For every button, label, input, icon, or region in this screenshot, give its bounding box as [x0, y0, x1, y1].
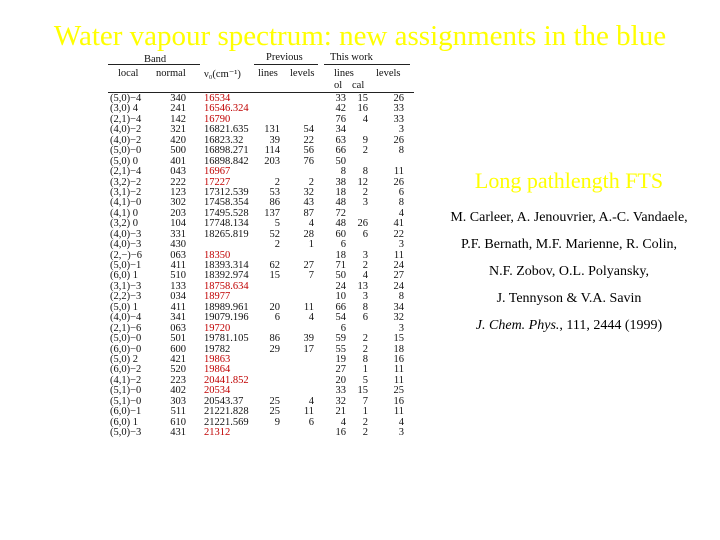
band-origin-cell: 18758.634 — [204, 280, 249, 292]
previous-lines-cell: 29 — [269, 343, 280, 355]
calculated-lines-cell: 2 — [362, 343, 368, 355]
calculated-lines-cell: 15 — [357, 93, 368, 104]
table-row — [108, 303, 414, 313]
band-origin-cell: 19781.105 — [204, 333, 249, 345]
previous-levels-cell: 87 — [303, 207, 314, 219]
table-row — [108, 397, 414, 407]
band-cell: (4,0)−2 — [110, 134, 142, 146]
previous-levels-cell: 43 — [303, 197, 314, 209]
calculated-lines-cell: 3 — [362, 197, 368, 209]
observed-lines-cell: 19 — [335, 353, 346, 365]
normal-mode-cell: 123 — [170, 186, 186, 198]
this-work-levels-cell: 11 — [393, 166, 404, 178]
band-cell: (2,2)−3 — [110, 291, 142, 303]
calculated-lines-cell: 2 — [362, 145, 368, 157]
table-row — [108, 209, 414, 219]
previous-lines-cell: 25 — [269, 395, 280, 407]
previous-levels-cell: 56 — [303, 145, 314, 157]
previous-levels-cell: 1 — [308, 239, 314, 251]
band-origin-cell: 18977 — [204, 291, 231, 303]
table-row — [108, 313, 414, 323]
citation-details: , 111, 2444 (1999) — [559, 318, 663, 333]
previous-lines-cell: 39 — [269, 134, 280, 146]
observed-lines-cell: 38 — [335, 176, 346, 188]
previous-lines-cell: 2 — [274, 176, 280, 188]
band-origin-cell: 17495.528 — [204, 207, 249, 219]
calculated-lines-cell: 2 — [362, 260, 368, 271]
table-row — [108, 167, 414, 177]
calculated-lines-cell: 13 — [357, 280, 368, 292]
this-work-levels-cell: 3 — [398, 124, 404, 136]
this-work-levels-cell: 16 — [393, 353, 404, 365]
header-cal: cal — [352, 80, 365, 91]
band-origin-cell: 16898.842 — [204, 155, 249, 167]
band-cell: (5,0) 1 — [110, 301, 138, 313]
header-previous: Previous — [266, 52, 303, 63]
table-row — [108, 219, 414, 229]
previous-levels-cell: 76 — [303, 155, 314, 167]
observed-lines-cell: 34 — [335, 124, 346, 136]
band-cell: (2,1)−4 — [110, 113, 142, 125]
table-row — [108, 428, 414, 438]
normal-mode-cell: 222 — [170, 176, 186, 188]
normal-mode-cell: 241 — [170, 103, 186, 115]
table-body — [108, 94, 414, 438]
previous-lines-cell: 2 — [274, 239, 280, 251]
authors-line-2: P.F. Bernath, M.F. Marienne, R. Colin, — [461, 237, 677, 252]
previous-lines-cell: 25 — [269, 406, 280, 418]
observed-lines-cell: 50 — [335, 270, 346, 282]
band-cell: (3,2)−2 — [110, 176, 142, 188]
this-work-levels-cell: 27 — [393, 270, 404, 282]
normal-mode-cell: 411 — [170, 301, 186, 313]
calculated-lines-cell: 8 — [362, 353, 368, 365]
table-row — [108, 94, 414, 104]
previous-levels-cell: 7 — [308, 270, 314, 282]
previous-lines-cell: 131 — [264, 124, 280, 136]
observed-lines-cell: 55 — [335, 343, 346, 355]
band-cell: (6,0)−0 — [110, 343, 142, 355]
this-work-levels-cell: 32 — [393, 312, 404, 324]
header-tw-lines: lines — [334, 68, 354, 79]
this-work-levels-cell: 26 — [393, 93, 404, 104]
calculated-lines-cell: 4 — [362, 270, 368, 282]
table-row — [108, 157, 414, 167]
this-work-levels-cell: 41 — [393, 218, 404, 230]
normal-mode-cell: 501 — [170, 333, 186, 345]
table-row — [108, 178, 414, 188]
band-cell: (5,0)−4 — [110, 93, 142, 104]
observed-lines-cell: 63 — [335, 134, 346, 146]
observed-lines-cell: 32 — [335, 395, 346, 407]
calculated-lines-cell: 2 — [362, 333, 368, 345]
previous-lines-cell: 9 — [274, 416, 280, 428]
band-origin-cell: 16546.324 — [204, 103, 249, 115]
calculated-lines-cell: 6 — [362, 312, 368, 324]
observed-lines-cell: 24 — [335, 280, 346, 292]
table-row — [108, 146, 414, 156]
authors-line-4: J. Tennyson & V.A. Savin — [496, 291, 642, 306]
authors-line-1: M. Carleer, A. Jenouvrier, A.-C. Vandaele, — [450, 210, 688, 225]
slide-title: Water vapour spectrum: new assignments in the blue — [53, 20, 667, 52]
this-work-levels-cell: 11 — [393, 406, 404, 418]
band-cell: (5,1)−0 — [110, 395, 142, 407]
band-origin-cell: 18350 — [204, 249, 231, 261]
normal-mode-cell: 431 — [170, 427, 186, 438]
band-origin-cell: 16898.271 — [204, 145, 249, 157]
table-row — [108, 240, 414, 250]
previous-lines-cell: 86 — [269, 197, 280, 209]
this-work-levels-cell: 11 — [393, 374, 404, 386]
previous-lines-cell: 5 — [274, 218, 280, 230]
observed-lines-cell: 48 — [335, 197, 346, 209]
band-cell: (4,1)−0 — [110, 197, 142, 209]
observed-lines-cell: 10 — [335, 291, 346, 303]
normal-mode-cell: 223 — [170, 374, 186, 386]
table-row — [108, 386, 414, 396]
band-origin-cell: 16823.32 — [204, 134, 244, 146]
table-row — [108, 188, 414, 198]
table-row — [108, 198, 414, 208]
previous-underline — [254, 64, 318, 65]
calculated-lines-cell: 8 — [362, 301, 368, 313]
this-work-levels-cell: 8 — [398, 145, 404, 157]
table-row — [108, 104, 414, 114]
normal-mode-cell: 043 — [170, 166, 186, 178]
observed-lines-cell: 16 — [335, 427, 346, 438]
band-cell: (5,1)−0 — [110, 385, 142, 397]
normal-mode-cell: 034 — [170, 291, 186, 303]
table-row — [108, 125, 414, 135]
band-cell: (6,0) 1 — [110, 270, 138, 282]
table-row — [108, 136, 414, 146]
observed-lines-cell: 33 — [335, 385, 346, 397]
observed-lines-cell: 4 — [340, 416, 346, 428]
this-work-levels-cell: 18 — [393, 343, 404, 355]
header-band: Band — [144, 54, 167, 65]
table-row — [108, 365, 414, 375]
calculated-lines-cell: 3 — [362, 291, 368, 303]
table-header — [108, 52, 414, 94]
band-origin-cell: 18393.314 — [204, 260, 249, 271]
normal-mode-cell: 063 — [170, 322, 186, 334]
observed-lines-cell: 72 — [335, 207, 346, 219]
calculated-lines-cell: 2 — [362, 416, 368, 428]
table-row — [108, 334, 414, 344]
band-cell: (5,0)−3 — [110, 427, 142, 438]
previous-lines-cell: 52 — [269, 228, 280, 240]
band-cell: (5,0)−0 — [110, 145, 142, 157]
calculated-lines-cell: 7 — [362, 395, 368, 407]
observed-lines-cell: 59 — [335, 333, 346, 345]
observed-lines-cell: 6 — [340, 322, 346, 334]
band-origin-cell: 17748.134 — [204, 218, 249, 230]
band-origin-cell: 16790 — [204, 113, 231, 125]
band-cell: (2,1)−4 — [110, 166, 142, 178]
band-cell: (4,1)−2 — [110, 374, 142, 386]
normal-mode-cell: 331 — [170, 228, 186, 240]
header-prev-levels: levels — [290, 68, 315, 79]
band-cell: (4,0)−3 — [110, 239, 142, 251]
band-origin-cell: 19079.196 — [204, 312, 249, 324]
header-obs: ol — [334, 80, 343, 91]
calculated-lines-cell: 2 — [362, 186, 368, 198]
band-origin-cell: 17312.539 — [204, 186, 249, 198]
band-origin-cell: 21312 — [204, 427, 231, 438]
table-row — [108, 355, 414, 365]
normal-mode-cell: 420 — [170, 134, 186, 146]
band-origin-cell: 19782 — [204, 343, 231, 355]
previous-lines-cell: 114 — [264, 145, 280, 157]
calculated-lines-cell: 12 — [357, 176, 368, 188]
band-cell: (5,0)−1 — [110, 260, 142, 271]
previous-lines-cell: 20 — [269, 301, 280, 313]
table-row — [108, 282, 414, 292]
band-cell: (2,1)−6 — [110, 322, 142, 334]
calculated-lines-cell: 8 — [362, 166, 368, 178]
band-cell: (6,0) 1 — [110, 416, 138, 428]
table-row — [108, 407, 414, 417]
normal-mode-cell: 063 — [170, 249, 186, 261]
citation — [424, 312, 714, 339]
band-table — [108, 52, 414, 540]
observed-lines-cell: 8 — [340, 166, 346, 178]
band-cell: (4,0)−3 — [110, 228, 142, 240]
band-origin-cell: 17458.354 — [204, 197, 249, 209]
this-work-underline — [324, 64, 410, 65]
band-cell: (3,0) 4 — [110, 103, 138, 115]
band-origin-cell: 19863 — [204, 353, 231, 365]
normal-mode-cell: 600 — [170, 343, 186, 355]
this-work-levels-cell: 3 — [398, 322, 404, 334]
normal-mode-cell: 520 — [170, 364, 186, 376]
normal-mode-cell: 142 — [170, 113, 186, 125]
observed-lines-cell: 18 — [335, 249, 346, 261]
band-origin-cell: 18265.819 — [204, 228, 249, 240]
table-row — [108, 251, 414, 261]
band-cell: (5,0) 2 — [110, 353, 138, 365]
calculated-lines-cell: 1 — [362, 406, 368, 418]
calculated-lines-cell: 2 — [362, 427, 368, 438]
previous-lines-cell: 53 — [269, 186, 280, 198]
normal-mode-cell: 104 — [170, 218, 186, 230]
this-work-levels-cell: 25 — [393, 385, 404, 397]
table-row — [108, 271, 414, 281]
band-cell: (5,0) 0 — [110, 155, 138, 167]
band-cell: (6,0)−1 — [110, 406, 142, 418]
this-work-levels-cell: 6 — [398, 186, 404, 198]
method-heading: Long pathlength FTS — [474, 168, 664, 193]
calculated-lines-cell: 6 — [362, 228, 368, 240]
observed-lines-cell: 60 — [335, 228, 346, 240]
observed-lines-cell: 20 — [335, 374, 346, 386]
band-origin-cell: 16821.635 — [204, 124, 249, 136]
this-work-levels-cell: 4 — [398, 416, 404, 428]
previous-lines-cell: 15 — [269, 270, 280, 282]
this-work-levels-cell: 4 — [398, 207, 404, 219]
band-underline — [108, 64, 200, 65]
this-work-levels-cell: 33 — [393, 113, 404, 125]
band-cell: (6,0)−2 — [110, 364, 142, 376]
normal-mode-cell: 203 — [170, 207, 186, 219]
calculated-lines-cell: 3 — [362, 249, 368, 261]
band-origin-cell: 19720 — [204, 322, 231, 334]
journal-name: J. Chem. Phys. — [475, 318, 560, 333]
observed-lines-cell: 27 — [335, 364, 346, 376]
calculated-lines-cell: 16 — [357, 103, 368, 115]
previous-levels-cell: 17 — [303, 343, 314, 355]
previous-lines-cell: 6 — [274, 312, 280, 324]
previous-levels-cell: 4 — [308, 395, 314, 407]
observed-lines-cell: 18 — [335, 186, 346, 198]
observed-lines-cell: 50 — [335, 155, 346, 167]
calculated-lines-cell: 9 — [362, 134, 368, 146]
header-normal: normal — [156, 68, 186, 79]
this-work-levels-cell: 22 — [393, 228, 404, 240]
previous-levels-cell: 11 — [303, 406, 314, 418]
this-work-levels-cell: 8 — [398, 197, 404, 209]
normal-mode-cell: 421 — [170, 353, 186, 365]
observed-lines-cell: 33 — [335, 93, 346, 104]
this-work-levels-cell: 8 — [398, 291, 404, 303]
band-origin-cell: 18392.974 — [204, 270, 249, 282]
previous-levels-cell: 2 — [308, 176, 314, 188]
observed-lines-cell: 21 — [335, 406, 346, 418]
band-origin-cell: 16967 — [204, 166, 231, 178]
band-cell: (4,0)−4 — [110, 312, 142, 324]
header-this-work: This work — [330, 52, 373, 63]
previous-lines-cell: 137 — [264, 207, 280, 219]
normal-mode-cell: 430 — [170, 239, 186, 251]
reference-panel — [424, 168, 714, 339]
header-local: local — [118, 68, 139, 79]
observed-lines-cell: 71 — [335, 260, 346, 271]
table-row — [108, 115, 414, 125]
previous-levels-cell: 22 — [303, 134, 314, 146]
observed-lines-cell: 66 — [335, 145, 346, 157]
previous-lines-cell: 203 — [264, 155, 280, 167]
previous-levels-cell: 39 — [303, 333, 314, 345]
band-origin-cell: 17227 — [204, 176, 231, 188]
header-rule — [108, 92, 414, 93]
this-work-levels-cell: 24 — [393, 260, 404, 271]
normal-mode-cell: 341 — [170, 312, 186, 324]
band-origin-cell: 20543.37 — [204, 395, 244, 407]
band-origin-cell: 20534 — [204, 385, 231, 397]
calculated-lines-cell: 26 — [357, 218, 368, 230]
previous-levels-cell: 11 — [303, 301, 314, 313]
table-row — [108, 261, 414, 271]
previous-levels-cell: 32 — [303, 186, 314, 198]
table-row — [108, 376, 414, 386]
band-cell: (2,−)−6 — [110, 249, 142, 261]
band-origin-cell: 18989.961 — [204, 301, 249, 313]
band-origin-cell: 21221.569 — [204, 416, 249, 428]
calculated-lines-cell: 4 — [362, 113, 368, 125]
band-cell: (5,0)−0 — [110, 333, 142, 345]
header-tw-levels: levels — [376, 68, 401, 79]
observed-lines-cell: 48 — [335, 218, 346, 230]
this-work-levels-cell: 16 — [393, 395, 404, 407]
previous-levels-cell: 27 — [303, 260, 314, 271]
normal-mode-cell: 411 — [170, 260, 186, 271]
previous-levels-cell: 4 — [308, 218, 314, 230]
table-row — [108, 230, 414, 240]
header-nu: ν₀(cm⁻¹) — [204, 69, 241, 80]
table-row — [108, 292, 414, 302]
calculated-lines-cell: 15 — [357, 385, 368, 397]
normal-mode-cell: 511 — [170, 406, 186, 418]
normal-mode-cell: 401 — [170, 155, 186, 167]
previous-levels-cell: 6 — [308, 416, 314, 428]
band-cell: (3,2) 0 — [110, 218, 138, 230]
band-origin-cell: 21221.828 — [204, 406, 249, 418]
band-cell: (3,1)−3 — [110, 280, 142, 292]
observed-lines-cell: 76 — [335, 113, 346, 125]
previous-levels-cell: 54 — [303, 124, 314, 136]
band-cell: (3,1)−2 — [110, 186, 142, 198]
band-origin-cell: 16534 — [204, 93, 231, 104]
observed-lines-cell: 42 — [335, 103, 346, 115]
calculated-lines-cell: 1 — [362, 364, 368, 376]
this-work-levels-cell: 3 — [398, 427, 404, 438]
observed-lines-cell: 66 — [335, 301, 346, 313]
normal-mode-cell: 610 — [170, 416, 186, 428]
this-work-levels-cell: 3 — [398, 239, 404, 251]
previous-levels-cell: 28 — [303, 228, 314, 240]
table-row — [108, 345, 414, 355]
normal-mode-cell: 500 — [170, 145, 186, 157]
this-work-levels-cell: 34 — [393, 301, 404, 313]
normal-mode-cell: 340 — [170, 93, 186, 104]
this-work-levels-cell: 15 — [393, 333, 404, 345]
this-work-levels-cell: 24 — [393, 280, 404, 292]
normal-mode-cell: 133 — [170, 280, 186, 292]
this-work-levels-cell: 26 — [393, 134, 404, 146]
normal-mode-cell: 510 — [170, 270, 186, 282]
this-work-levels-cell: 33 — [393, 103, 404, 115]
header-prev-lines: lines — [258, 68, 278, 79]
normal-mode-cell: 303 — [170, 395, 186, 407]
authors-line-3: N.F. Zobov, O.L. Polyansky, — [488, 264, 649, 279]
this-work-levels-cell: 11 — [393, 364, 404, 376]
previous-lines-cell: 62 — [269, 260, 280, 271]
normal-mode-cell: 402 — [170, 385, 186, 397]
band-origin-cell: 20441.852 — [204, 374, 249, 386]
table-row — [108, 418, 414, 428]
band-cell: (4,1) 0 — [110, 207, 138, 219]
observed-lines-cell: 54 — [335, 312, 346, 324]
calculated-lines-cell: 5 — [362, 374, 368, 386]
this-work-levels-cell: 11 — [393, 249, 404, 261]
observed-lines-cell: 6 — [340, 239, 346, 251]
this-work-levels-cell: 26 — [393, 176, 404, 188]
normal-mode-cell: 302 — [170, 197, 186, 209]
table-row — [108, 324, 414, 334]
band-origin-cell: 19864 — [204, 364, 231, 376]
previous-lines-cell: 86 — [269, 333, 280, 345]
band-cell: (4,0)−2 — [110, 124, 142, 136]
normal-mode-cell: 321 — [170, 124, 186, 136]
previous-levels-cell: 4 — [308, 312, 314, 324]
